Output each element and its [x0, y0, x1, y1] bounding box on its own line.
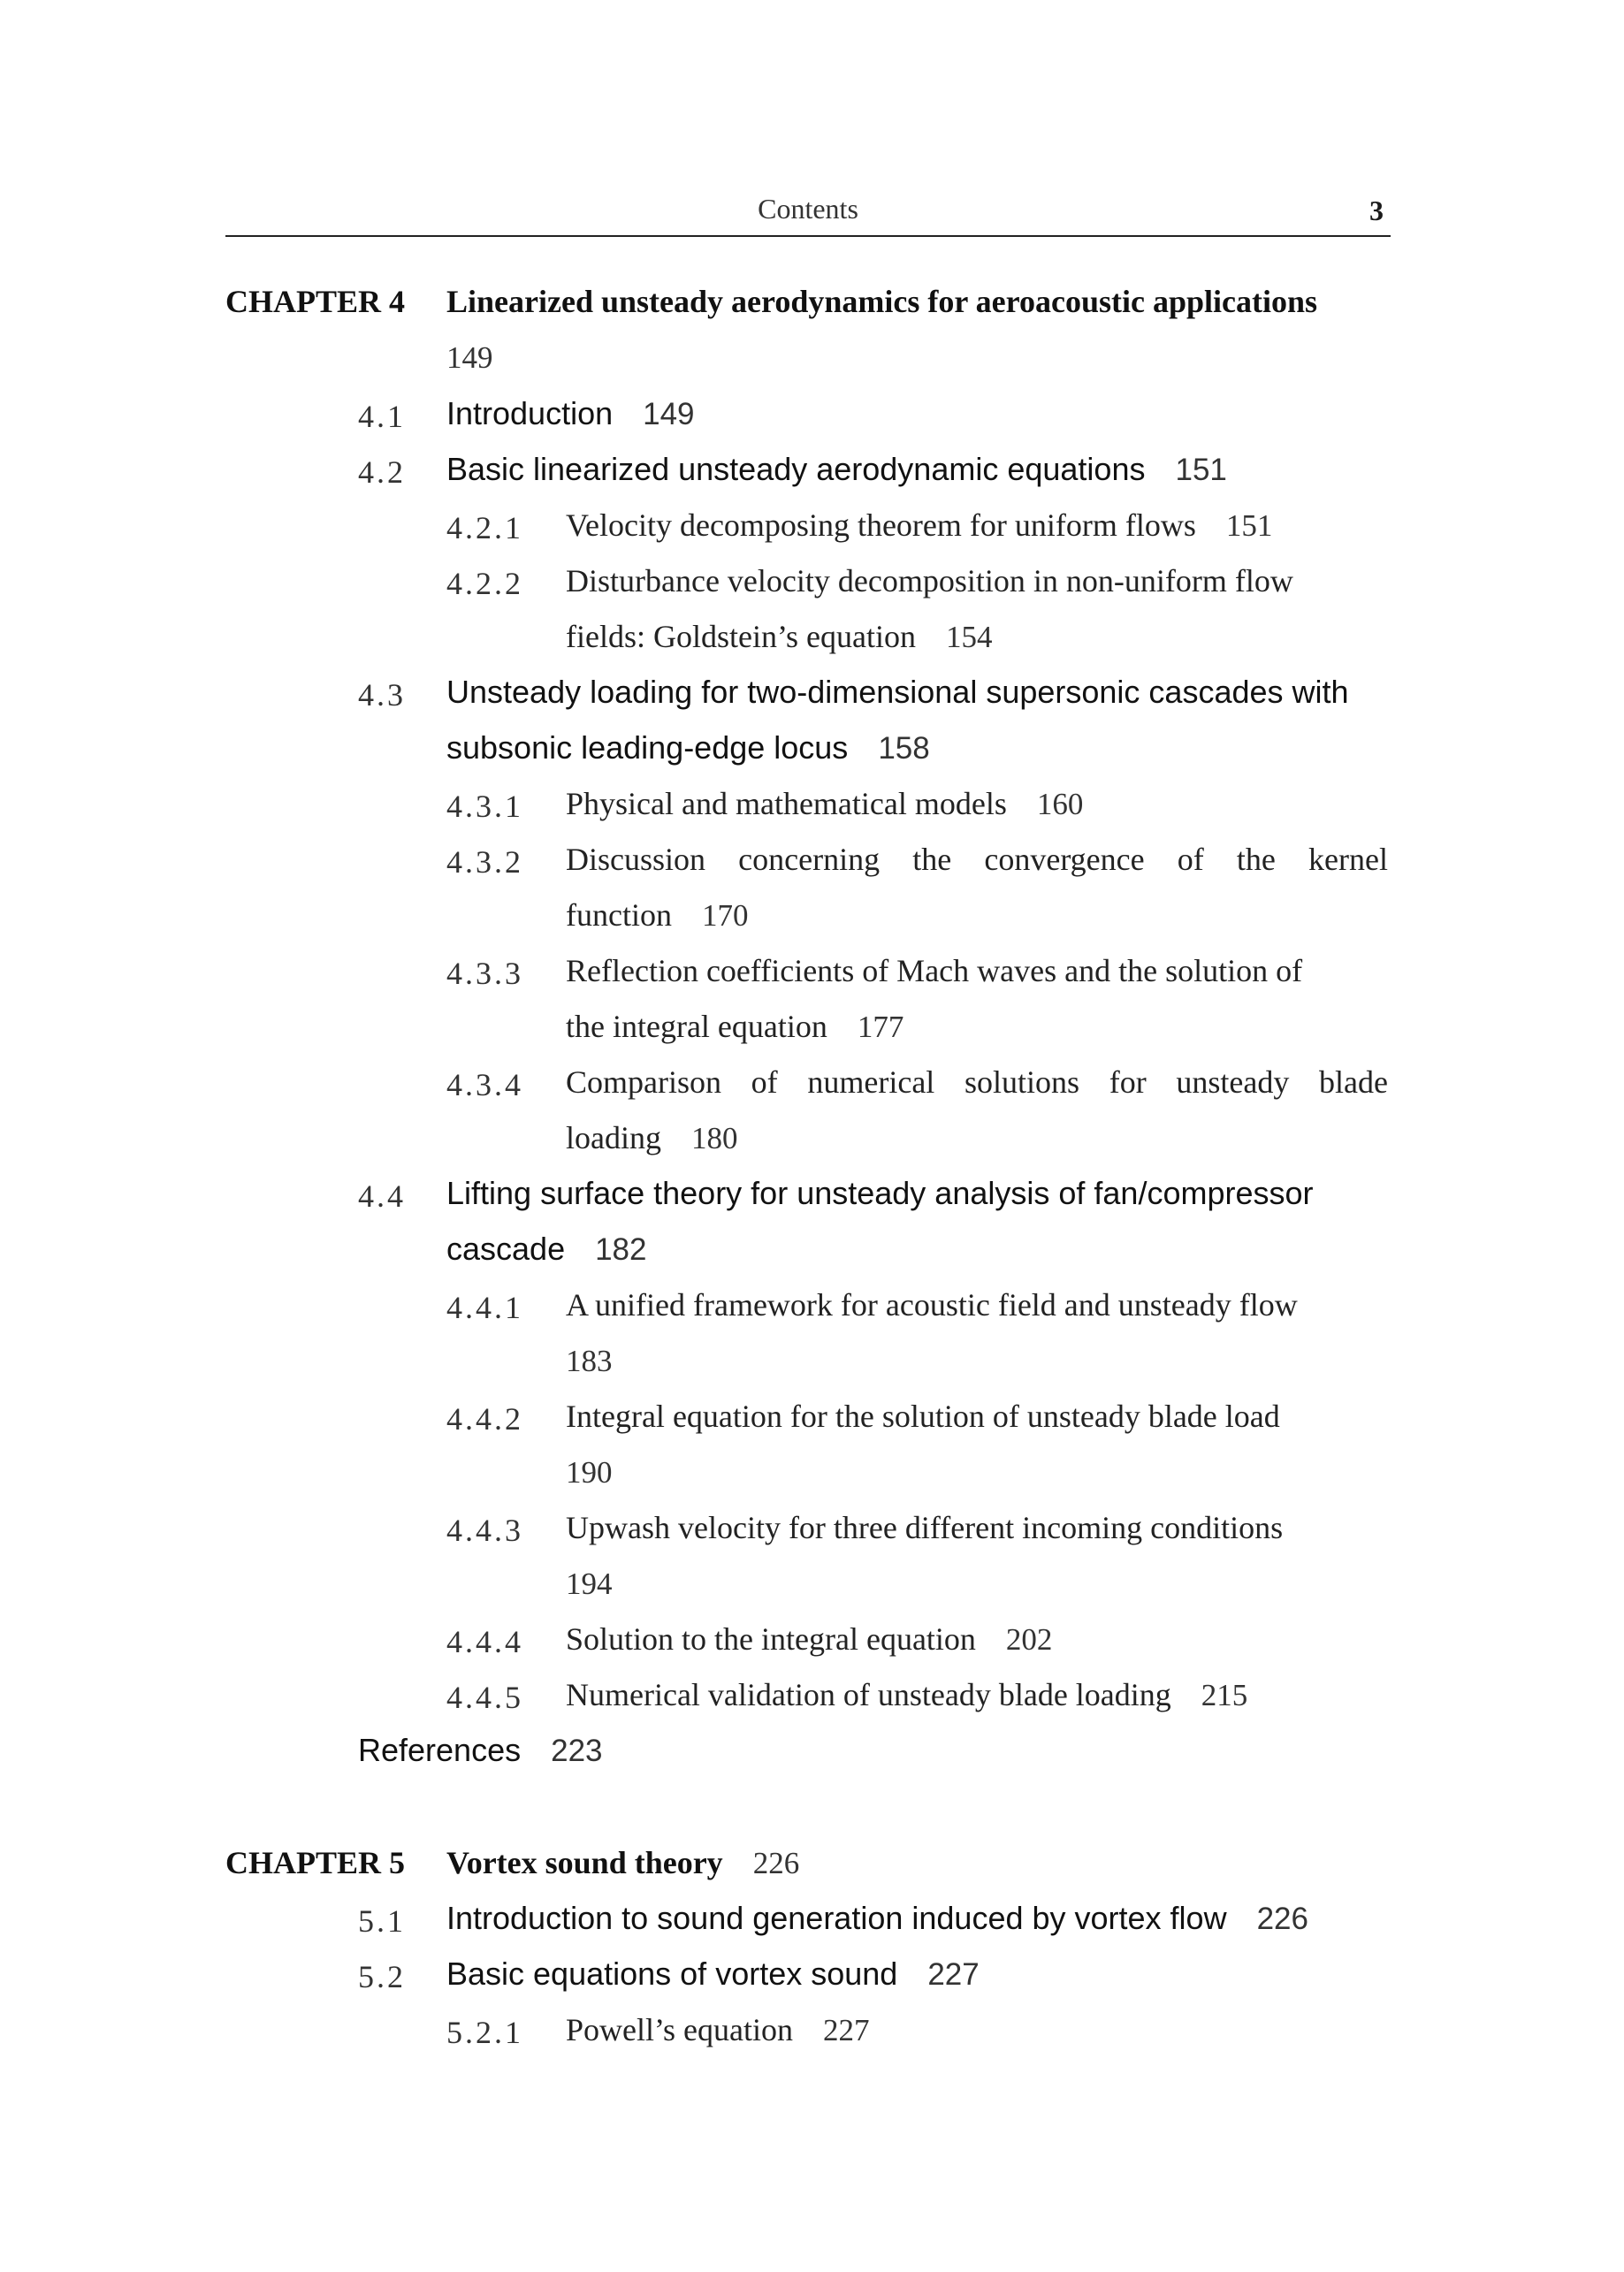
entry-title: References	[358, 1732, 522, 1768]
page-ref: 180	[690, 1121, 738, 1155]
page-ref: 226	[752, 1846, 800, 1880]
section-number: 4.2.2	[446, 566, 523, 601]
page-ref: 177	[857, 1010, 904, 1044]
toc-entry-4-3-line2[interactable]	[446, 729, 930, 766]
chapter-5-entry[interactable]	[446, 1847, 799, 1879]
page-ref: 158	[878, 731, 930, 766]
chapter-5-title: Vortex sound theory	[446, 1845, 723, 1880]
entry-title: fields: Goldstein’s equation	[566, 619, 916, 654]
page-ref: 160	[1036, 787, 1084, 821]
entry-title: cascade	[446, 1231, 566, 1267]
running-header	[225, 186, 1391, 237]
entry-title: loading	[566, 1120, 661, 1155]
toc-entry-4-2-1[interactable]	[566, 509, 1272, 541]
toc-entry-4-2-2-line1[interactable]: Disturbance velocity decomposition in non-uniform flow	[566, 563, 1293, 598]
section-number: 4.2.1	[446, 510, 523, 545]
section-number: 4.3.1	[446, 789, 523, 824]
toc-entry-4-3-2-line1[interactable]: Discussion concerning the convergence of the kernel	[566, 842, 1388, 877]
section-number: 4.3	[358, 677, 406, 713]
toc-entry-4-3-4-line1[interactable]: Comparison of numerical solutions for unsteady blade	[566, 1064, 1388, 1100]
toc-entry-4-4-line2[interactable]	[446, 1233, 647, 1265]
page-ref: 226	[1256, 1902, 1308, 1936]
toc-entry-4-4-1-line2[interactable]	[566, 1345, 613, 1377]
page-ref: 227	[927, 1957, 980, 1992]
toc-entry-4-3-4-line2[interactable]	[566, 1122, 737, 1154]
entry-title: Physical and mathematical models	[566, 786, 1007, 821]
entry-title: Basic linearized unsteady aerodynamic equations	[446, 451, 1146, 487]
section-number: 4.4.4	[446, 1624, 523, 1659]
toc-entry-4-4-line1[interactable]: Lifting surface theory for unsteady analysis of fan/compressor	[446, 1175, 1314, 1211]
section-number: 4.3.3	[446, 956, 523, 991]
section-number: 4.4.5	[446, 1680, 523, 1715]
section-number: 4.4.1	[446, 1290, 523, 1325]
section-number: 4.2	[358, 454, 406, 490]
section-number: 4.4	[358, 1178, 406, 1214]
page-ref: 202	[1005, 1622, 1053, 1657]
page-number: 3	[1369, 194, 1384, 226]
header-title: Contents	[758, 193, 858, 225]
chapter-4-page[interactable]	[446, 341, 493, 374]
page-ref: 223	[551, 1734, 603, 1768]
entry-title: Solution to the integral equation	[566, 1621, 976, 1657]
toc-entry-5-2-1[interactable]	[566, 2014, 869, 2046]
page-ref: 215	[1201, 1678, 1248, 1712]
toc-entry-4-4-3-line2[interactable]	[566, 1567, 613, 1600]
page-ref: 170	[701, 898, 749, 933]
entry-title: Introduction	[446, 395, 614, 431]
toc-entry-4-4-4[interactable]	[566, 1623, 1052, 1655]
toc-entry-4-4-2-line2[interactable]	[566, 1456, 613, 1489]
page-ref: 151	[1175, 453, 1227, 487]
toc-entry-4-4-2-line1[interactable]: Integral equation for the solution of unsteady blade load	[566, 1399, 1280, 1434]
toc-entry-4-1[interactable]	[446, 395, 695, 431]
toc-entry-4-3-2-line2[interactable]	[566, 899, 748, 931]
section-number: 5.1	[358, 1903, 406, 1939]
section-number: 4.3.4	[446, 1067, 523, 1102]
page-ref: 151	[1225, 508, 1273, 543]
chapter-4-label: CHAPTER 4	[225, 284, 406, 319]
page-ref: 194	[566, 1567, 613, 1601]
toc-entry-4-3-3-line2[interactable]	[566, 1010, 903, 1042]
toc-entry-4-3-3-line1[interactable]: Reflection coefficients of Mach waves and the solution of	[566, 953, 1303, 988]
page-ref: 154	[945, 620, 993, 654]
toc-entry-4-2[interactable]	[446, 451, 1227, 487]
page-ref: 227	[822, 2013, 870, 2047]
page-ref: 190	[566, 1455, 613, 1490]
section-number: 5.2.1	[446, 2015, 523, 2050]
toc-entry-references[interactable]	[358, 1734, 603, 1766]
section-number: 4.4.2	[446, 1401, 523, 1437]
section-number: 5.2	[358, 1959, 406, 1994]
entry-title: Velocity decomposing theorem for uniform flows	[566, 507, 1196, 543]
toc-entry-4-4-3-line1[interactable]: Upwash velocity for three different incoming conditions	[566, 1510, 1284, 1545]
toc-entry-4-2-2-line2[interactable]	[566, 621, 992, 652]
toc-entry-4-3-1[interactable]	[566, 788, 1083, 820]
chapter-4-title[interactable]: Linearized unsteady aerodynamics for aeroacoustic applications	[446, 284, 1317, 319]
toc-entry-4-3-line1[interactable]: Unsteady loading for two-dimensional supersonic cascades with	[446, 674, 1349, 710]
page-ref: 182	[595, 1232, 647, 1267]
page-ref: 183	[566, 1344, 613, 1378]
section-number: 4.1	[358, 399, 406, 434]
entry-title: the integral equation	[566, 1009, 827, 1044]
toc-entry-4-4-1-line1[interactable]: A unified framework for acoustic field and unsteady flow	[566, 1287, 1298, 1323]
entry-title: Introduction to sound generation induced by vortex flow	[446, 1900, 1227, 1936]
entry-title: Basic equations of vortex sound	[446, 1956, 898, 1992]
page-ref: 149	[446, 340, 493, 375]
entry-title: Numerical validation of unsteady blade loading	[566, 1677, 1171, 1712]
toc-entry-5-2[interactable]	[446, 1958, 980, 1990]
section-number: 4.4.3	[446, 1513, 523, 1548]
toc-entry-5-1[interactable]	[446, 1902, 1308, 1934]
toc-entry-4-4-5[interactable]	[566, 1679, 1247, 1711]
entry-title: subsonic leading-edge locus	[446, 729, 849, 766]
chapter-5-label: CHAPTER 5	[225, 1845, 406, 1880]
page-ref: 149	[643, 397, 695, 431]
section-number: 4.3.2	[446, 844, 523, 880]
entry-title: function	[566, 897, 672, 933]
entry-title: Powell’s equation	[566, 2012, 793, 2047]
